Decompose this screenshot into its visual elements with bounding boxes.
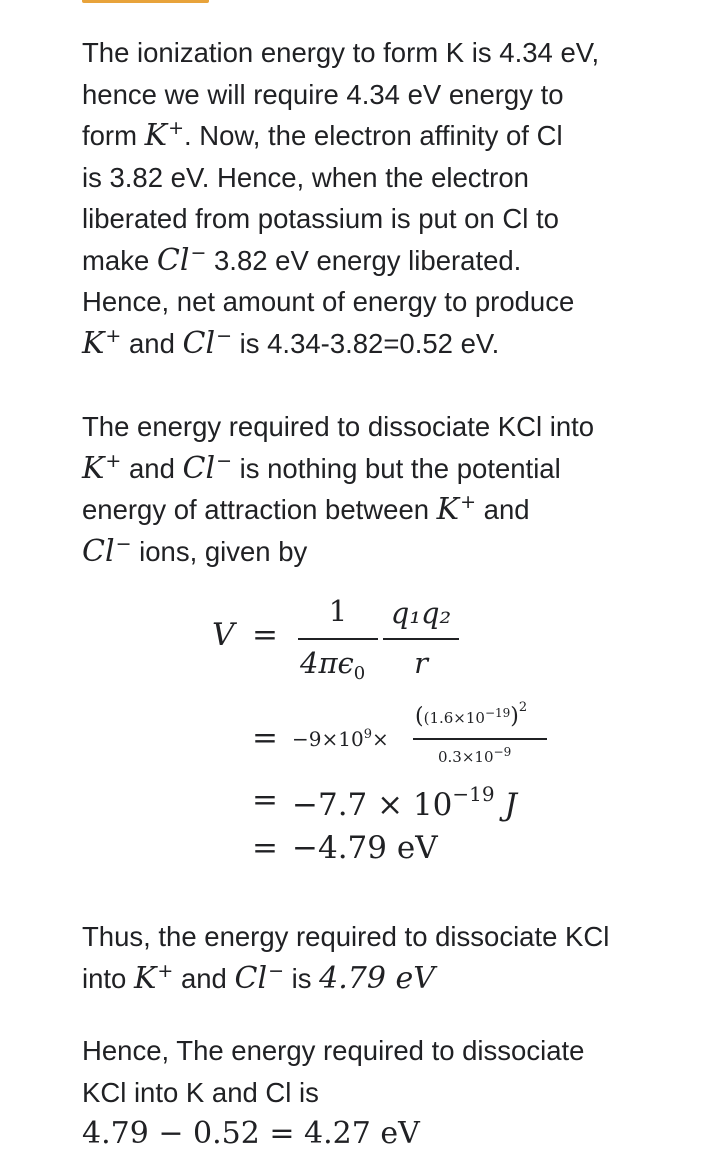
text-line: is 3.82 eV. Hence, when the electron — [82, 161, 529, 193]
text-line: Hence, net amount of energy to produce — [82, 286, 575, 317]
text-line: make — [82, 244, 157, 276]
k-ion-math: K+ — [144, 117, 184, 153]
paragraph-conclusion — [82, 916, 609, 999]
fraction-bar — [298, 638, 378, 640]
text-line: KCl into K and Cl is — [82, 1076, 319, 1108]
text-line: and — [121, 452, 183, 484]
text-line: ions, given by — [131, 535, 308, 567]
coefficient-term: $-9\times 10^9\times$ — [292, 727, 389, 751]
text-line: is nothing but the potential — [232, 452, 561, 484]
equals-sign: = — [252, 830, 278, 866]
text-line: and — [476, 494, 530, 525]
text-line: Hence, The energy required to dissociate — [82, 1035, 585, 1066]
distance-denominator: r — [414, 646, 428, 680]
paragraph-dissociation — [82, 406, 594, 572]
cl-ion-math: Cl− — [156, 241, 207, 278]
charges-numerator: q₁q₂ — [390, 596, 452, 630]
distance-denominator: $0.3\times 10^{-9}$ — [438, 745, 512, 766]
k-ion-math: K+ — [82, 324, 122, 361]
text-line: into — [82, 962, 134, 994]
text-line: 3.82 eV energy liberated. — [206, 244, 522, 276]
paragraph-final — [82, 1030, 584, 1155]
text-line: liberated from potassium is put on Cl to — [82, 203, 559, 234]
text-line: Thus, the energy required to dissociate KCl — [82, 921, 610, 952]
fraction-denominator: $4\pi\epsilon_0$ — [300, 646, 366, 684]
k-ion-math: K+ — [133, 959, 174, 996]
cl-ion-math: Cl− — [182, 449, 232, 486]
fraction-numerator: 1 — [328, 594, 348, 628]
result-ev: −4.79 eV — [292, 830, 438, 866]
potential-symbol: V — [212, 617, 235, 653]
k-ion-math: K+ — [436, 491, 477, 527]
cl-ion-math: Cl− — [182, 324, 232, 361]
text-line: form — [82, 120, 145, 151]
text-line: is 4.34-3.82=0.52 eV. — [232, 327, 500, 359]
fraction-bar — [413, 738, 547, 740]
charge-squared-numerator: ($(1.6\times 10^{-19})^2$ — [415, 700, 528, 729]
text-line: The energy required to dissociate KCl into — [82, 411, 595, 442]
equals-sign: = — [252, 782, 278, 818]
equals-sign: = — [252, 720, 278, 756]
text-line: The ionization energy to form K is 4.34 eV, — [82, 37, 600, 68]
k-ion-math: K+ — [82, 449, 122, 486]
cl-ion-math: Cl− — [82, 532, 132, 569]
text-line: and — [173, 962, 235, 994]
text-line: and — [121, 327, 183, 359]
text-line: is — [283, 962, 320, 994]
text-line: hence we will require 4.34 eV energy to — [82, 78, 564, 110]
text-line: energy of attraction between — [82, 494, 437, 525]
fraction-bar — [383, 638, 459, 640]
equals-sign: = — [252, 617, 278, 653]
cl-ion-math: Cl− — [234, 959, 284, 996]
top-accent-bar — [82, 0, 209, 3]
paragraph-ionization — [82, 32, 599, 364]
result-joules: $-7.7 \times 10^{-19}$ J — [292, 782, 517, 823]
final-result-math: 4.79 − 0.52 = 4.27 eV — [82, 1116, 420, 1151]
text-line: . Now, the electron affinity of Cl — [183, 120, 563, 151]
energy-value-math: 4.79 eV — [319, 960, 435, 996]
